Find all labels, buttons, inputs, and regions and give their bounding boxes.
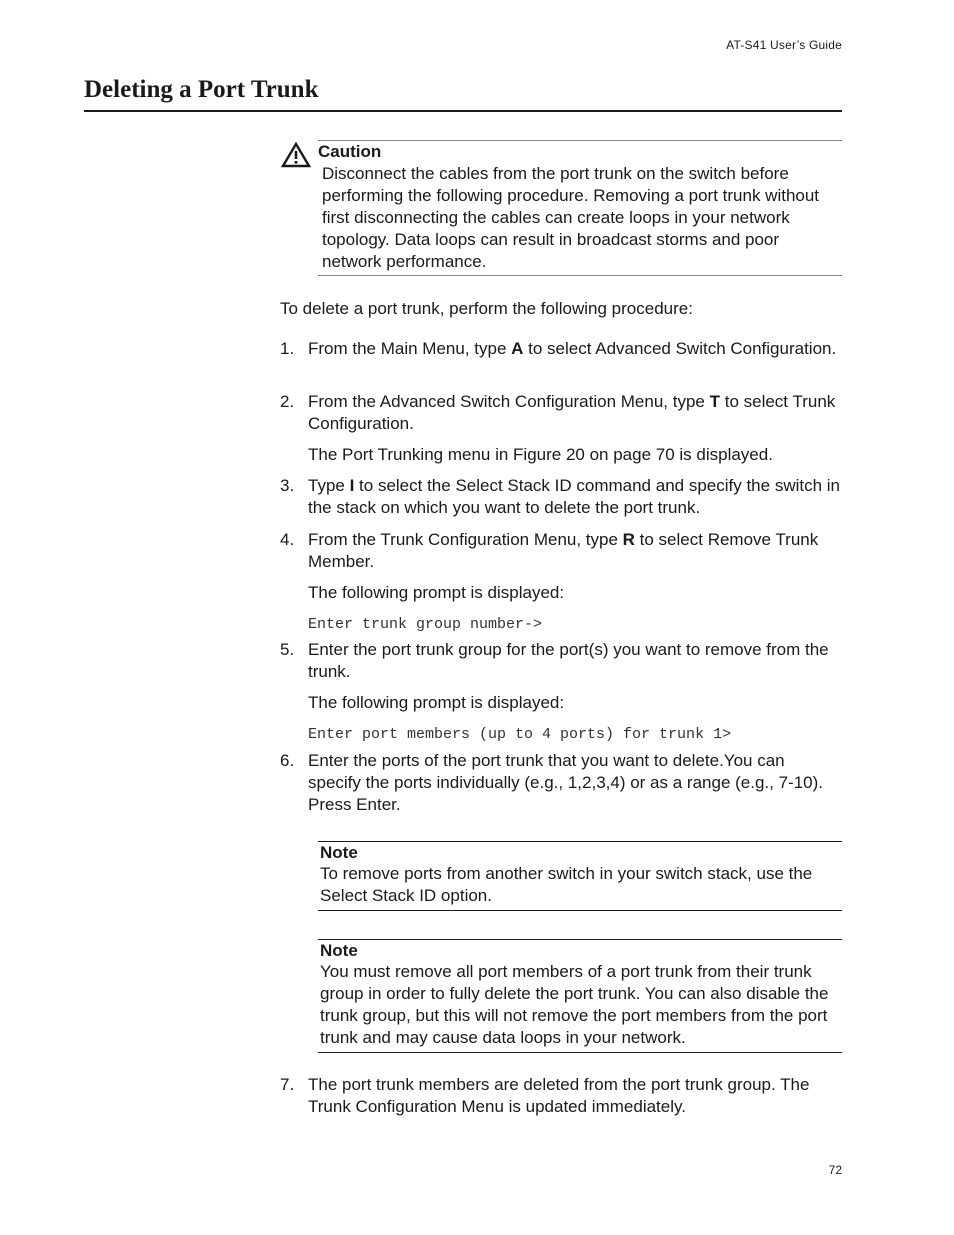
step-number: 5.: [280, 640, 295, 659]
step-number: 4.: [280, 530, 295, 549]
note-body: You must remove all port members of a port trunk from their trunk group in order to fully delete the port trunk. You can also disable the trunk group, but this will not remove the port members from the port trunk and may cause data loops in your network.: [320, 962, 829, 1047]
step-text: Enter the ports of the port trunk that you want to delete.You can specify the ports individually (e.g., 1,2,3,4) or as a range (e.g., 7-10). Press Enter.: [308, 751, 823, 814]
step-followup: The following prompt is displayed:: [308, 693, 565, 712]
caution-title: Caution: [318, 142, 382, 161]
command-prompt: Enter port members (up to 4 ports) for trunk 1>: [308, 726, 732, 743]
step-text: The port trunk members are deleted from the port trunk group. The Trunk Configuration Menu is updated immediately.: [308, 1075, 810, 1116]
step-number: 2.: [280, 392, 295, 411]
title-rule: [84, 110, 842, 112]
step-text: Enter the port trunk group for the port(s) you want to remove from the trunk.: [308, 640, 829, 681]
page-number: 72: [828, 1163, 842, 1177]
step-text: From the Advanced Switch Configuration Menu, type T to select Trunk Configuration.: [308, 392, 836, 433]
step-followup: The following prompt is displayed:: [308, 583, 565, 602]
intro-paragraph: To delete a port trunk, perform the following procedure:: [280, 299, 693, 318]
step-number: 7.: [280, 1075, 295, 1094]
step-text: Type I to select the Select Stack ID command and specify the switch in the stack on which you want to delete the port trunk.: [308, 476, 840, 517]
note-title: Note: [320, 941, 358, 960]
running-header: AT-S41 User’s Guide: [726, 38, 842, 52]
step-followup: The Port Trunking menu in Figure 20 on page 70 is displayed.: [308, 445, 773, 464]
caution-body: Disconnect the cables from the port trunk on the switch before performing the following procedure. Removing a port trunk without first disconnecting the cables can create loops in your network topology. Data loops can result in broadcast storms and poor network performance.: [322, 164, 820, 271]
note-body: To remove ports from another switch in your switch stack, use the Select Stack ID option.: [320, 864, 813, 905]
section-title: Deleting a Port Trunk: [84, 76, 319, 103]
step-text: From the Main Menu, type A to select Advanced Switch Configuration.: [308, 339, 837, 358]
step-text: From the Trunk Configuration Menu, type R to select Remove Trunk Member.: [308, 530, 819, 571]
warning-triangle-icon: [281, 142, 311, 168]
command-prompt: Enter trunk group number->: [308, 616, 543, 633]
step-number: 3.: [280, 476, 295, 495]
step-number: 1.: [280, 339, 295, 358]
step-number: 6.: [280, 751, 295, 770]
note-title: Note: [320, 843, 358, 862]
